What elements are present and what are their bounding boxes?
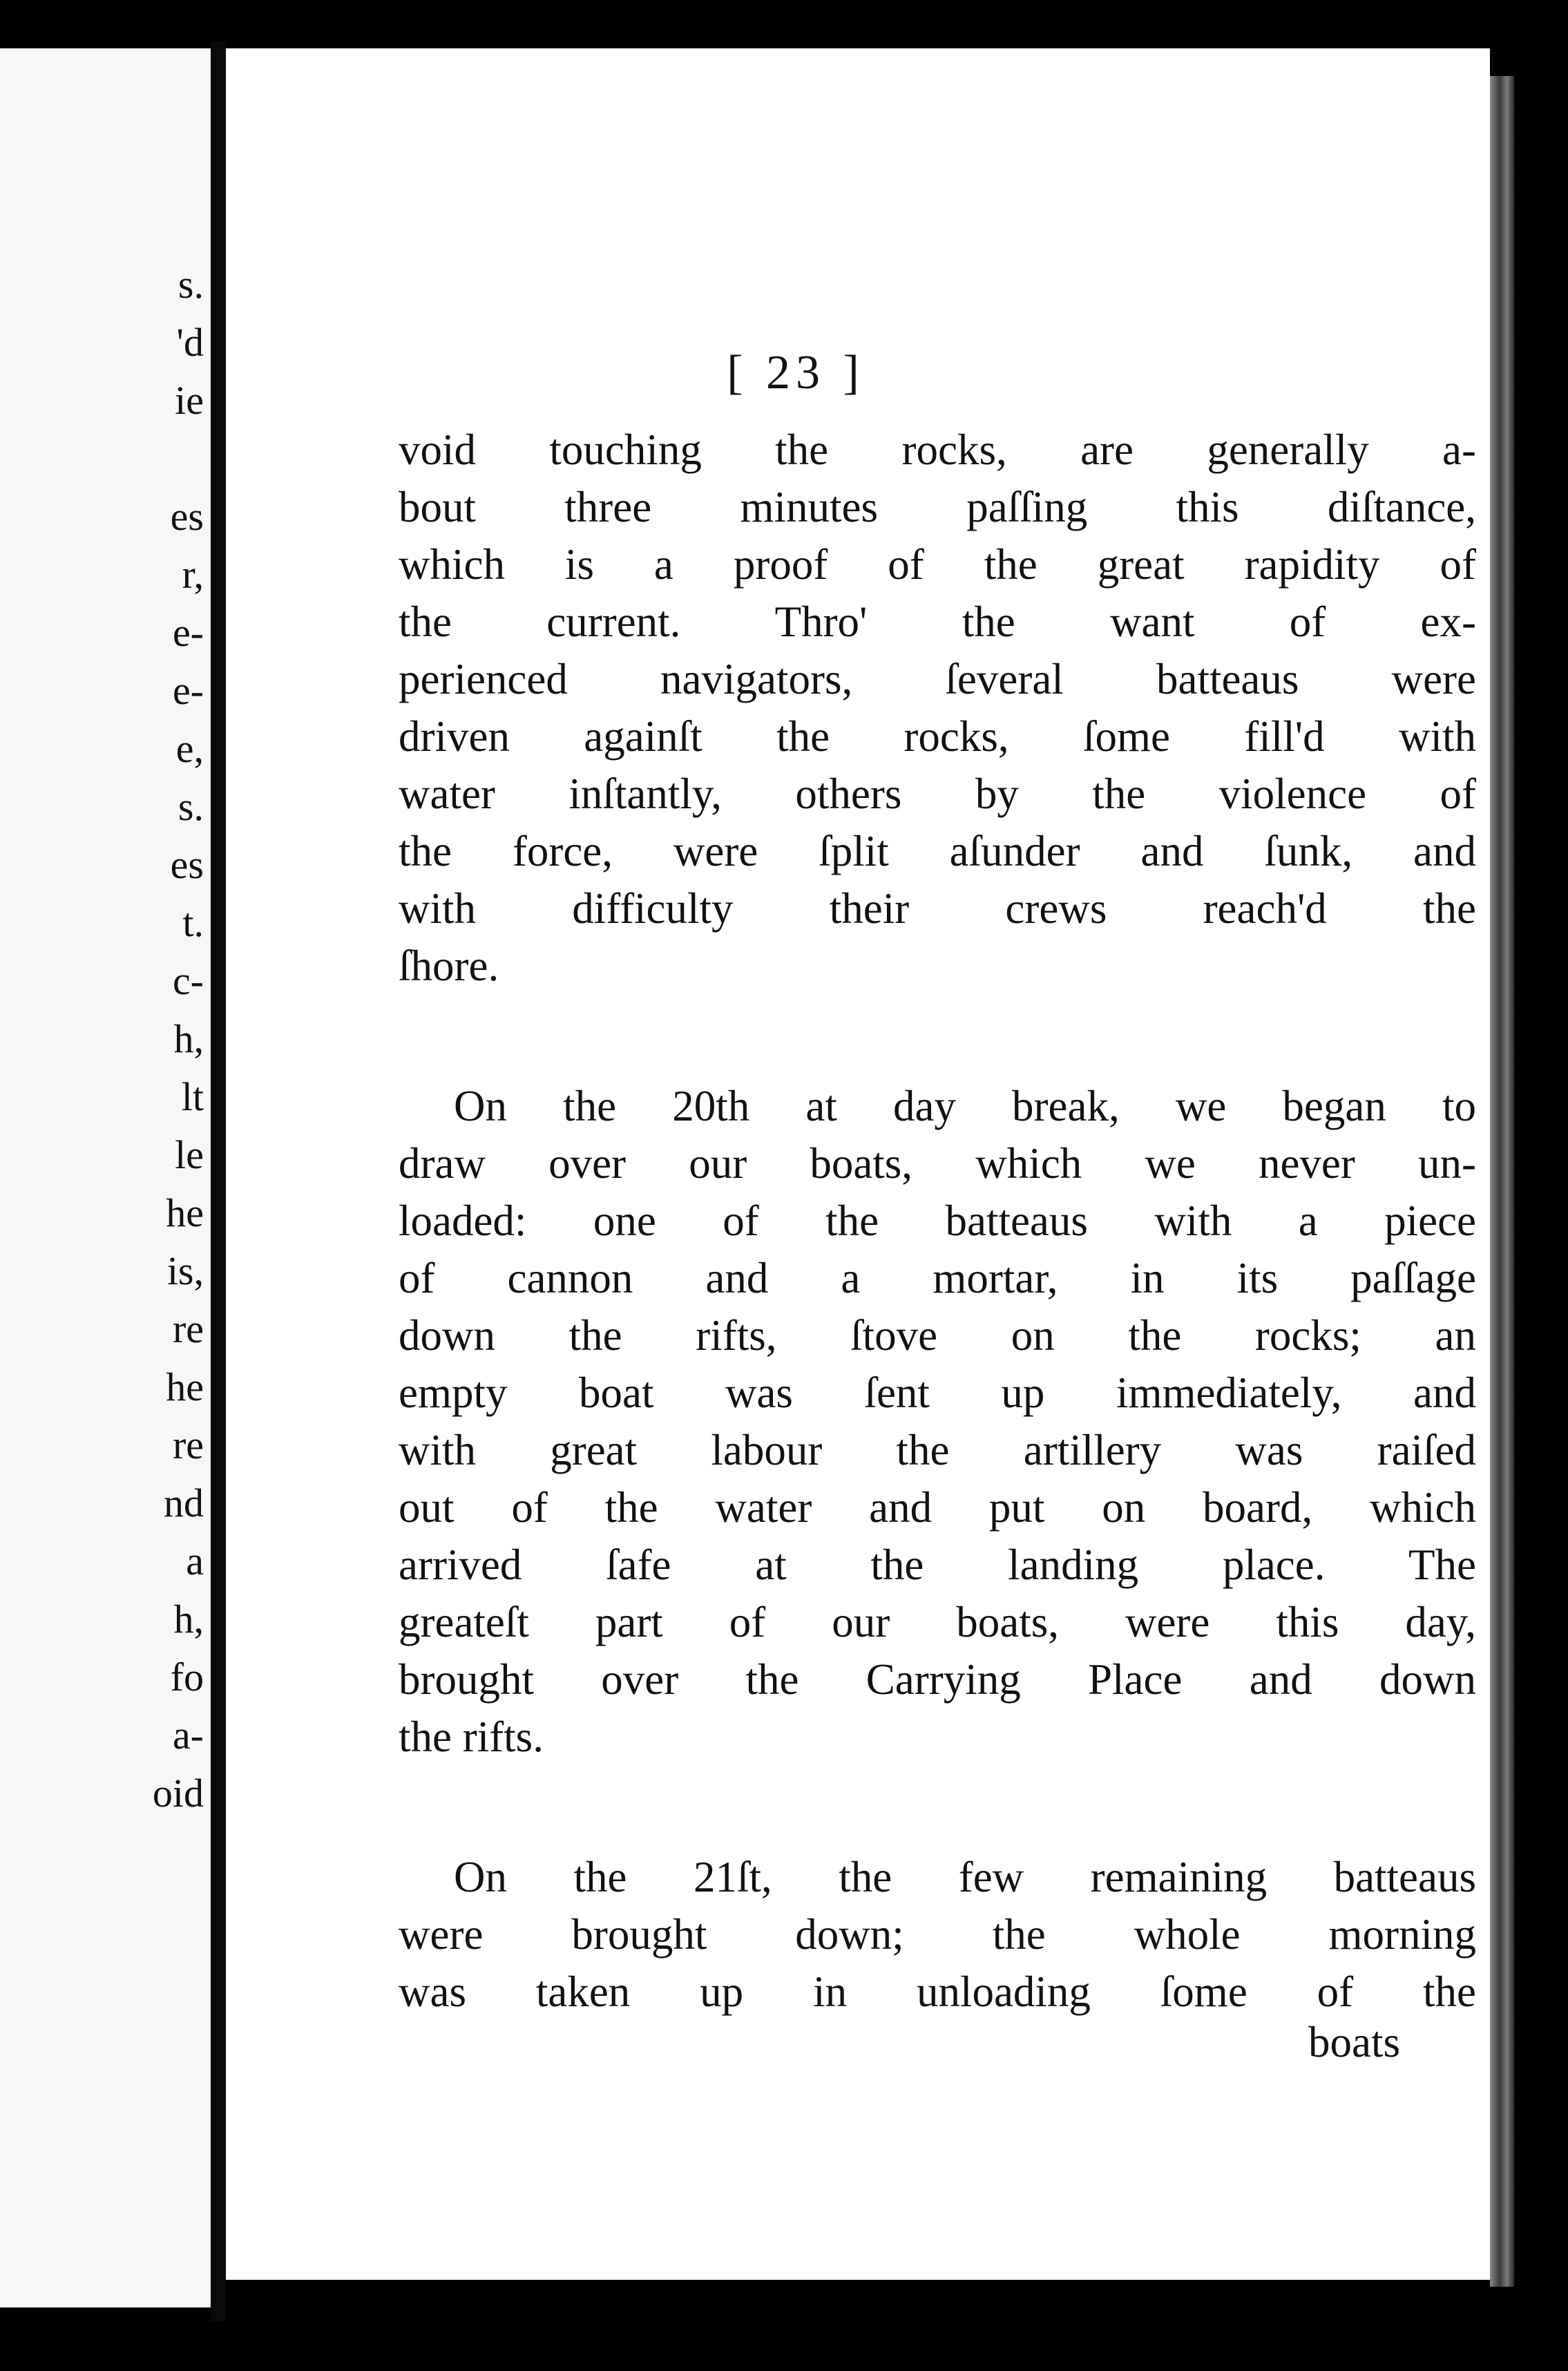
fragment-line: 'd bbox=[176, 320, 204, 365]
text-line: loaded: one of the batteaus with a piece bbox=[399, 1197, 1476, 1245]
text-line: water inſtantly, others by the violence of bbox=[399, 770, 1476, 818]
fragment-line: es bbox=[170, 494, 204, 539]
fragment-line: re bbox=[172, 1422, 204, 1467]
text-line: void touching the rocks, are generally a- bbox=[399, 426, 1476, 474]
catchword: boats bbox=[1308, 2018, 1400, 2066]
fragment-line: e, bbox=[175, 726, 204, 771]
fragment-line: nd bbox=[164, 1480, 204, 1525]
facing-page-line-endings bbox=[153, 256, 204, 1822]
text-line: driven againſt the rocks, ſome fill'd with bbox=[399, 712, 1476, 761]
fragment-line: oid bbox=[152, 1771, 204, 1816]
page-stack-edge bbox=[1490, 76, 1514, 2287]
fragment-line: h, bbox=[173, 1597, 204, 1641]
page-number: [ 23 ] bbox=[727, 346, 865, 399]
fragment-line: t. bbox=[182, 900, 204, 945]
paragraph-spacer bbox=[399, 1766, 1476, 1849]
fragment-line: h, bbox=[173, 1016, 204, 1061]
text-line: perienced navigators, ſeveral batteaus were bbox=[399, 655, 1476, 703]
fragment-line: is, bbox=[166, 1248, 204, 1293]
fragment-line: a bbox=[186, 1539, 204, 1583]
paragraph-3 bbox=[399, 1849, 1476, 2021]
fragment-line: s. bbox=[178, 262, 204, 307]
text-line: arrived ſafe at the landing place. The bbox=[399, 1541, 1476, 1589]
fragment-line: le bbox=[175, 1132, 204, 1177]
fragment-line: c- bbox=[172, 958, 204, 1003]
text-line: brought over the Carrying Place and down bbox=[399, 1655, 1476, 1704]
fragment-line: s. bbox=[178, 784, 204, 829]
text-line: draw over our boats, which we never un- bbox=[399, 1139, 1476, 1188]
fragment-line: lt bbox=[181, 1074, 204, 1119]
book-page bbox=[226, 48, 1490, 2280]
text-line: the rifts. bbox=[399, 1713, 544, 1761]
fragment-line: fo bbox=[170, 1655, 204, 1699]
fragment-line: ie bbox=[175, 378, 204, 423]
text-line: were brought down; the whole morning bbox=[399, 1910, 1476, 1959]
fragment-line: a- bbox=[172, 1713, 204, 1758]
fragment-line: he bbox=[166, 1190, 204, 1235]
text-line: the force, were ſplit aſunder and ſunk, and bbox=[399, 827, 1476, 875]
fragment-line: he bbox=[166, 1364, 204, 1409]
text-line: out of the water and put on board, which bbox=[399, 1483, 1476, 1532]
text-line: greateſt part of our boats, were this day, bbox=[399, 1598, 1476, 1646]
body-text bbox=[399, 421, 1476, 2021]
text-line: On the 21ſt, the few remaining batteaus bbox=[454, 1853, 1476, 1901]
text-line: was taken up in unloading ſome of the bbox=[399, 1968, 1476, 2016]
fragment-line: es bbox=[170, 842, 204, 887]
fragment-line: e- bbox=[172, 668, 204, 713]
text-line: of cannon and a mortar, in its paſſage bbox=[399, 1254, 1476, 1302]
text-line: bout three minutes paſſing this diſtance, bbox=[399, 483, 1476, 531]
text-line: the current. Thro' the want of ex- bbox=[399, 598, 1476, 646]
paragraph-1 bbox=[399, 421, 1476, 995]
text-line: with great labour the artillery was raiſed bbox=[399, 1426, 1476, 1474]
fragment-line: e- bbox=[172, 610, 204, 655]
fragment-line: r, bbox=[182, 552, 204, 597]
text-line: which is a proof of the great rapidity of bbox=[399, 540, 1476, 589]
text-line: ſhore. bbox=[399, 942, 499, 990]
paragraph-2 bbox=[399, 1078, 1476, 1766]
fragment-line: re bbox=[172, 1306, 204, 1351]
text-line: with difficulty their crews reach'd the bbox=[399, 884, 1476, 933]
text-line: On the 20th at day break, we began to bbox=[454, 1082, 1476, 1130]
paragraph-spacer bbox=[399, 995, 1476, 1078]
text-line: down the rifts, ſtove on the rocks; an bbox=[399, 1311, 1476, 1360]
text-line: empty boat was ſent up immediately, and bbox=[399, 1369, 1476, 1417]
fragment-line bbox=[153, 430, 204, 488]
